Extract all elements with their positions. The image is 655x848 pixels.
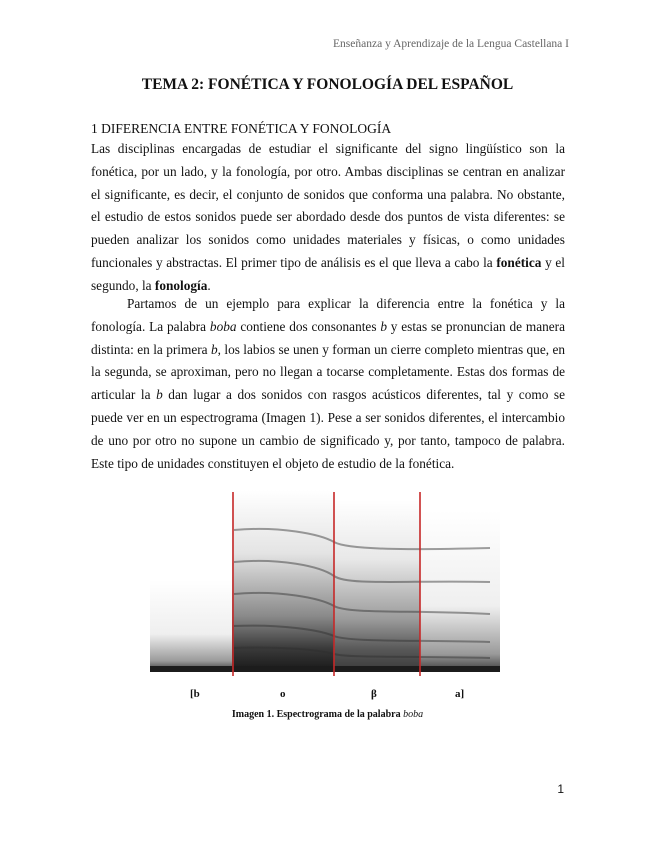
p2-italic-b-2: b xyxy=(210,341,218,357)
p2-italic-boba: boba xyxy=(209,318,237,334)
phoneme-a: a] xyxy=(455,688,465,700)
spectrogram-fricative xyxy=(334,500,420,670)
paragraph-2 xyxy=(91,293,565,475)
p1-term-fonologia: fonología xyxy=(154,277,208,293)
spectrogram-baseline xyxy=(150,666,500,672)
p2-text-3: y estas se pronuncian de manera distinta: en la primera xyxy=(91,318,566,357)
p1-text-c: . xyxy=(207,277,211,293)
phoneme-b: [b xyxy=(190,688,200,700)
p2-text-1: Partamos de un ejemplo para explicar la diferencia entre la fonética y la fonología. La palabra xyxy=(91,296,565,334)
caption-italic-word: boba xyxy=(403,709,424,720)
p2-italic-b-3: b xyxy=(156,387,163,403)
p2-text-2: contiene dos consonantes xyxy=(236,318,381,334)
spectrogram-vowel-a xyxy=(420,510,500,670)
p1-text-a: Las disciplinas encargadas de estudiar el significante del signo lingüístico son la fonética, por un lado, y la fonología, por otro. Ambas disciplinas se centran en analizar el significante, es decir, el conjunto de sonidos que conforma una palabra. No obstante, el estudio de estos sonidos puede ser abordado desde dos puntos de vista diferentes: se pueden analizar los sonidos como unidades materiales y físicas, o como unidades funcionales y abstractas. El primer tipo de análisis es el que lleva a cabo la xyxy=(91,141,565,270)
p2-italic-b-1: b xyxy=(380,318,387,334)
phoneme-row xyxy=(0,688,655,704)
spectrogram-left-noise xyxy=(150,580,232,670)
page-number: 1 xyxy=(557,782,564,796)
phoneme-beta: β xyxy=(371,688,377,700)
figure-caption xyxy=(0,709,655,720)
p1-text-b: y el segundo, la xyxy=(91,254,565,293)
section-heading: 1 DIFERENCIA ENTRE FONÉTICA Y FONOLOGÍA xyxy=(91,121,392,136)
spectrogram-vowel-o xyxy=(232,490,334,670)
p1-term-fonetica: fonética xyxy=(496,254,542,270)
p2-text-4: , los labios se unen y forman un cierre completo mientras que, en la segunda, se aproximan, pero no llegan a tocarse completamente. Estas dos formas de articular la xyxy=(91,341,566,403)
spectrogram-image xyxy=(150,490,500,680)
phoneme-o: o xyxy=(280,688,286,700)
page-title: TEMA 2: FONÉTICA Y FONOLOGÍA DEL ESPAÑOL xyxy=(141,76,514,93)
caption-text: Imagen 1. Espectrograma de la palabra xyxy=(231,709,404,720)
running-header: Enseñanza y Aprendizaje de la Lengua Castellana I xyxy=(333,38,569,50)
p2-text-5: dan lugar a dos sonidos con rasgos acústicos diferentes, tal y como se puede ver en un espectrograma (Imagen 1). Pese a ser sonidos diferentes, el intercambio de uno por otro no supone un cambio de significado y, por tanto, tampoco de palabra. Este tipo de unidades constituyen el objeto de estudio de la fonética. xyxy=(91,387,565,471)
paragraph-1 xyxy=(91,138,565,298)
